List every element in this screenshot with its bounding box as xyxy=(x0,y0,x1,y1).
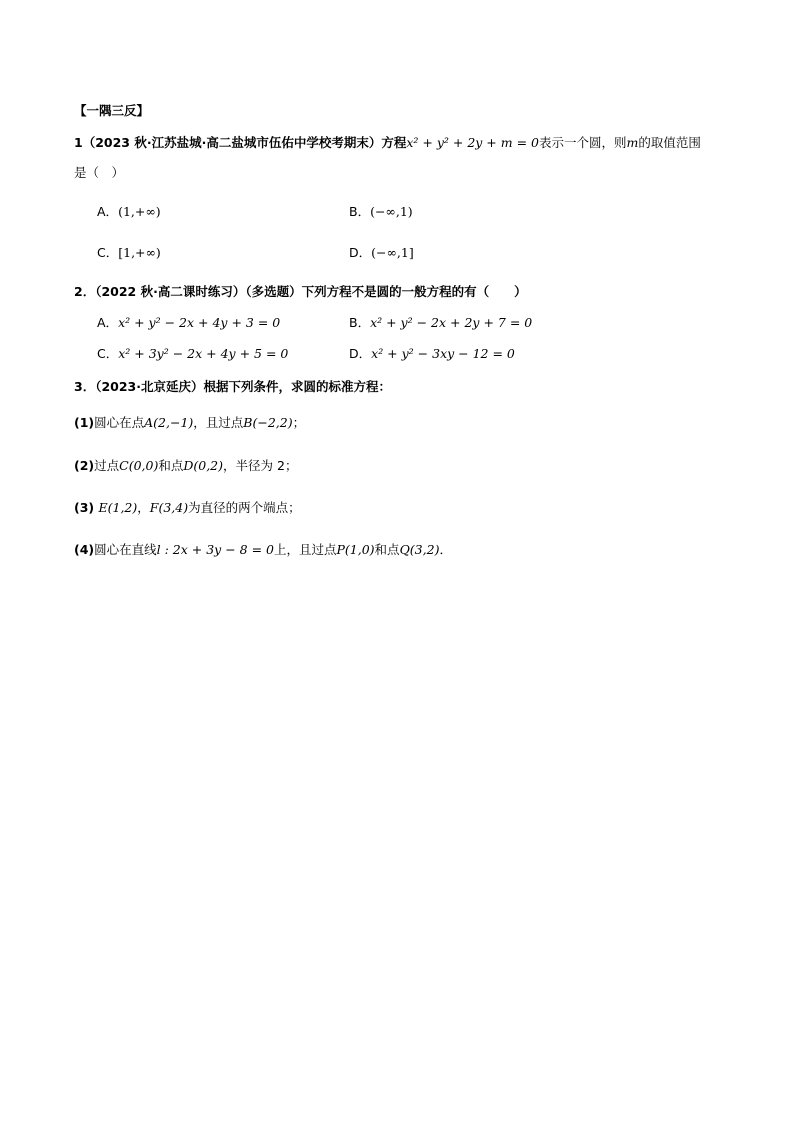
option-value: x² + y² − 2x + 2y + 7 = 0 xyxy=(370,315,533,330)
option-value: (1,+∞) xyxy=(118,204,161,219)
item-math: l : 2x + 3y − 8 = 0 xyxy=(156,542,274,557)
question-1-prefix: 1（2023 秋·江苏盐城·高二盐城市伍佑中学校考期末）方程 xyxy=(74,135,407,150)
item-math: A(2,−1) xyxy=(144,415,194,430)
question-2-stem: 2．（2022 秋·高二课时练习）（多选题）下列方程不是圆的一般方程的有（ ） xyxy=(74,284,527,299)
item-label: (3) xyxy=(74,500,99,515)
item-text: ． xyxy=(439,542,452,557)
question-2-option-d xyxy=(349,345,515,363)
question-1-middle: 表示一个圆，则 xyxy=(538,135,627,150)
option-letter: A． xyxy=(97,315,119,330)
option-letter: C． xyxy=(97,346,119,361)
item-math: B(−2,2) xyxy=(243,415,293,430)
option-letter: A． xyxy=(97,204,119,219)
option-value: (−∞,1) xyxy=(370,204,413,219)
item-text: 过点 xyxy=(94,458,120,473)
question-1-line-2: 是（ ） xyxy=(74,165,125,180)
item-math: F(3,4) xyxy=(149,500,189,515)
item-label: (2) xyxy=(74,458,95,473)
item-math: D(0,2) xyxy=(183,458,224,473)
option-letter: D． xyxy=(349,346,372,361)
option-letter: C． xyxy=(97,245,119,260)
option-letter: B． xyxy=(349,204,371,219)
question-1-line-1 xyxy=(74,134,701,152)
item-text: ， xyxy=(137,500,150,515)
item-text: ； xyxy=(292,415,306,430)
item-math: Q(3,2) xyxy=(399,542,440,557)
item-math: C(0,0) xyxy=(119,458,159,473)
question-3-stem: 3．（2023·北京延庆）根据下列条件，求圆的标准方程： xyxy=(74,379,391,394)
question-1-var-m: m xyxy=(626,135,639,150)
item-label: (1) xyxy=(74,415,95,430)
option-value: x² + 3y² − 2x + 4y + 5 = 0 xyxy=(118,346,289,361)
option-value: x² + y² − 3xy − 12 = 0 xyxy=(371,346,515,361)
section-header: 【一隅三反】 xyxy=(74,103,150,118)
question-3-item-1 xyxy=(74,414,305,432)
item-math: E(1,2) xyxy=(98,500,138,515)
question-1-equation: x² + y² + 2y + m = 0 xyxy=(406,135,539,150)
option-letter: B． xyxy=(349,315,371,330)
item-text: 和点 xyxy=(158,458,184,473)
item-text: 圆心在点 xyxy=(94,415,145,430)
question-1-option-c xyxy=(97,244,161,262)
question-2-option-a xyxy=(97,314,280,332)
option-letter: D． xyxy=(349,245,372,260)
item-text: ，且过点 xyxy=(193,415,244,430)
option-value: (−∞,1] xyxy=(371,245,414,260)
question-1-option-a xyxy=(97,203,161,221)
item-text: 和点 xyxy=(374,542,400,557)
option-value: [1,+∞) xyxy=(118,245,161,260)
question-1-option-d xyxy=(349,244,414,262)
item-text: 上，且过点 xyxy=(273,542,337,557)
question-3-item-4 xyxy=(74,541,452,559)
option-value: x² + y² − 2x + 4y + 3 = 0 xyxy=(118,315,281,330)
question-3-item-3 xyxy=(74,499,301,517)
question-2-option-b xyxy=(349,314,532,332)
item-text: 圆心在直线 xyxy=(94,542,157,557)
item-math: P(1,0) xyxy=(336,542,375,557)
item-text: 为直径的两个端点； xyxy=(188,500,301,515)
question-2-option-c xyxy=(97,345,288,363)
question-1-option-b xyxy=(349,203,413,221)
question-3-item-2 xyxy=(74,457,297,475)
item-label: (4) xyxy=(74,542,95,557)
question-1-suffix: 的取值范围 xyxy=(638,135,701,150)
item-text: ，半径为 2； xyxy=(223,458,298,473)
